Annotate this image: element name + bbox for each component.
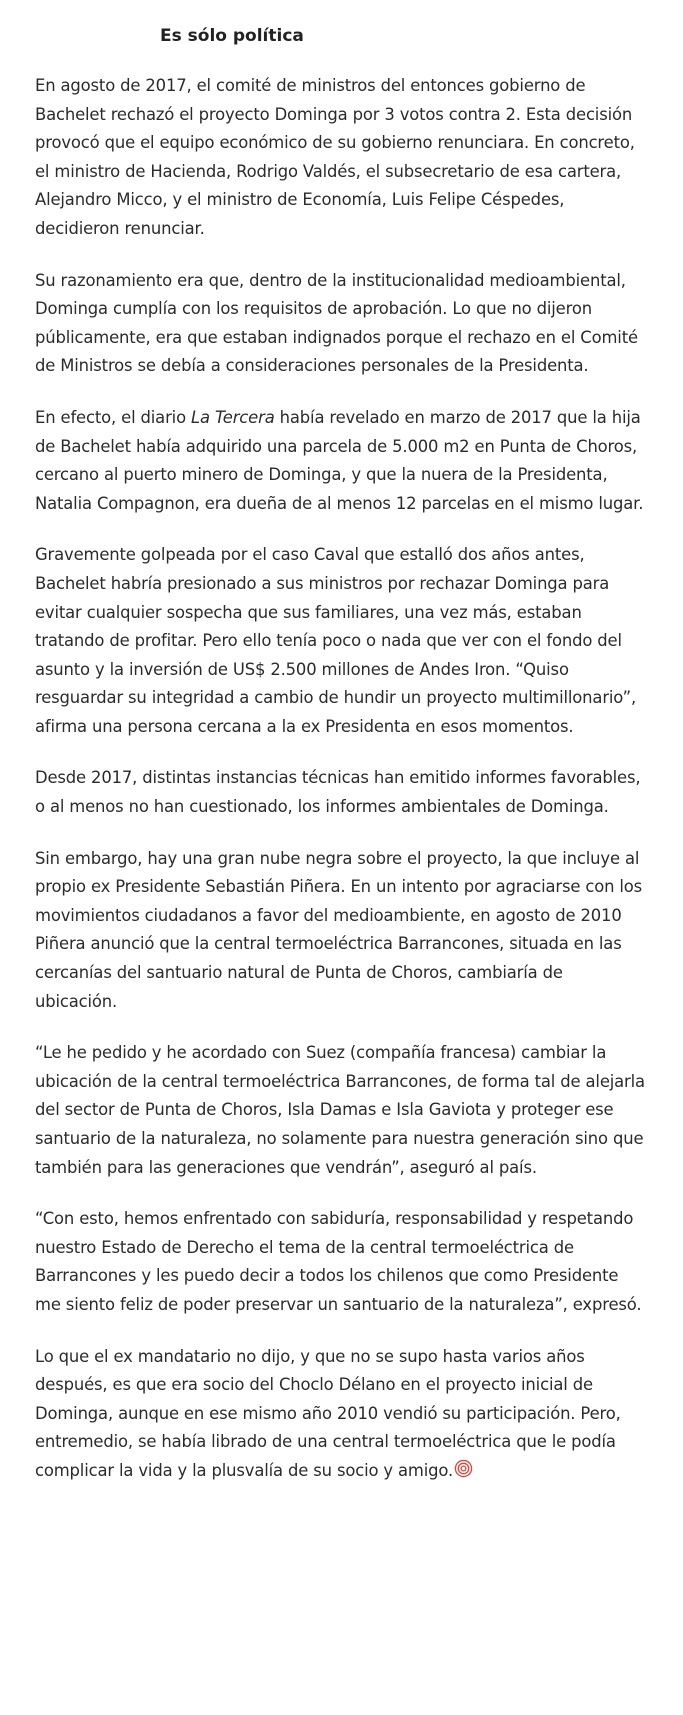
- paragraph: Desde 2017, distintas instancias técnicas han emitido informes favorables, o al menos no han cuestionado, los informes ambientales de Dominga.: [35, 768, 641, 817]
- section-heading: Es sólo política: [160, 26, 304, 46]
- newspaper-name: La Tercera: [191, 407, 275, 427]
- paragraph: “Con esto, hemos enfrentado con sabiduría, responsabilidad y respetando nuestro Estado de Derecho el tema de la central termoeléctrica de Barrancones y les puedo decir a todos los chilenos que como Presidente me siento feliz de poder preservar un santuario de la naturaleza”, expresó.: [35, 1209, 642, 1314]
- paragraph: “Le he pedido y he acordado con Suez (compañía francesa) cambiar la ubicación de la central termoeléctrica Barrancones, de forma tal de alejarla del sector de Punta de Choros, Isla Damas e Isla Gaviota y proteger ese santuario de la naturaleza, no solamente para nuestra generación sino que también para las generaciones que vendrán”, aseguró al país.: [35, 1043, 645, 1177]
- paragraph: Sin embargo, hay una gran nube negra sobre el proyecto, la que incluye al propio ex Presidente Sebastián Piñera. En un intento por agraciarse con los movimientos ciudadanos a favor del medioambiente, en agosto de 2010 Piñera anunció que la central termoeléctrica Barrancones, situada en las cercanías del santuario natural de Punta de Choros, cambiaría de ubicación.: [35, 848, 643, 1011]
- paragraph: [35, 1343, 648, 1488]
- paragraph: Gravemente golpeada por el caso Caval que estalló dos años antes, Bachelet habría presionado a sus ministros por rechazar Dominga para evitar cualquier sospecha que sus familiares, una vez más, estaban tratando de profitar. Pero ello tenía poco o nada que ver con el fondo del asunto y la inversión de US$ 2.500 millones de Andes Iron. “Quiso resguardar su integridad a cambio de hundir un proyecto multimillonario”, afirma una persona cercana a la ex Presidenta en esos momentos.: [35, 545, 637, 736]
- paragraph: En agosto de 2017, el comité de ministros del entonces gobierno de Bachelet rechazó el proyecto Dominga por 3 votos contra 2. Esta decisión provocó que el equipo económico de su gobierno renunciara. En concreto, el ministro de Hacienda, Rodrigo Valdés, el subsecretario de esa cartera, Alejandro Micco, y el ministro de Economía, Luis Felipe Céspedes, decidieron renunciar.: [35, 76, 635, 238]
- paragraph: [35, 404, 648, 518]
- paragraph: Su razonamiento era que, dentro de la institucionalidad medioambiental, Dominga cumplía con los requisitos de aprobación. Lo que no dijeron públicamente, era que estaban indignados porque el rechazo en el Comité de Ministros se debía a consideraciones personales de la Presidenta.: [35, 270, 638, 376]
- paragraph-text: había revelado en marzo de 2017 que la hija de Bachelet había adquirido una parcela de 5.000 m2 en Punta de Choros, cercano al puerto minero de Dominga, y que la nuera de la Presidenta, Natalia Compagnon, era dueña de al menos 12 parcelas en el mismo lugar.: [35, 407, 644, 513]
- concentric-circles-icon: [454, 1459, 473, 1488]
- paragraph-text: En efecto, el diario: [35, 407, 192, 427]
- paragraph-text: Lo que el ex mandatario no dijo, y que no se supo hasta varios años después, es que era socio del Choclo Délano en el proyecto inicial de Dominga, aunque en ese mismo año 2010 vendió su participación. Pero, entremedio, se había librado de una central termoeléctrica que le podía complicar la vida y la plusvalía de su socio y amigo.: [35, 1346, 621, 1480]
